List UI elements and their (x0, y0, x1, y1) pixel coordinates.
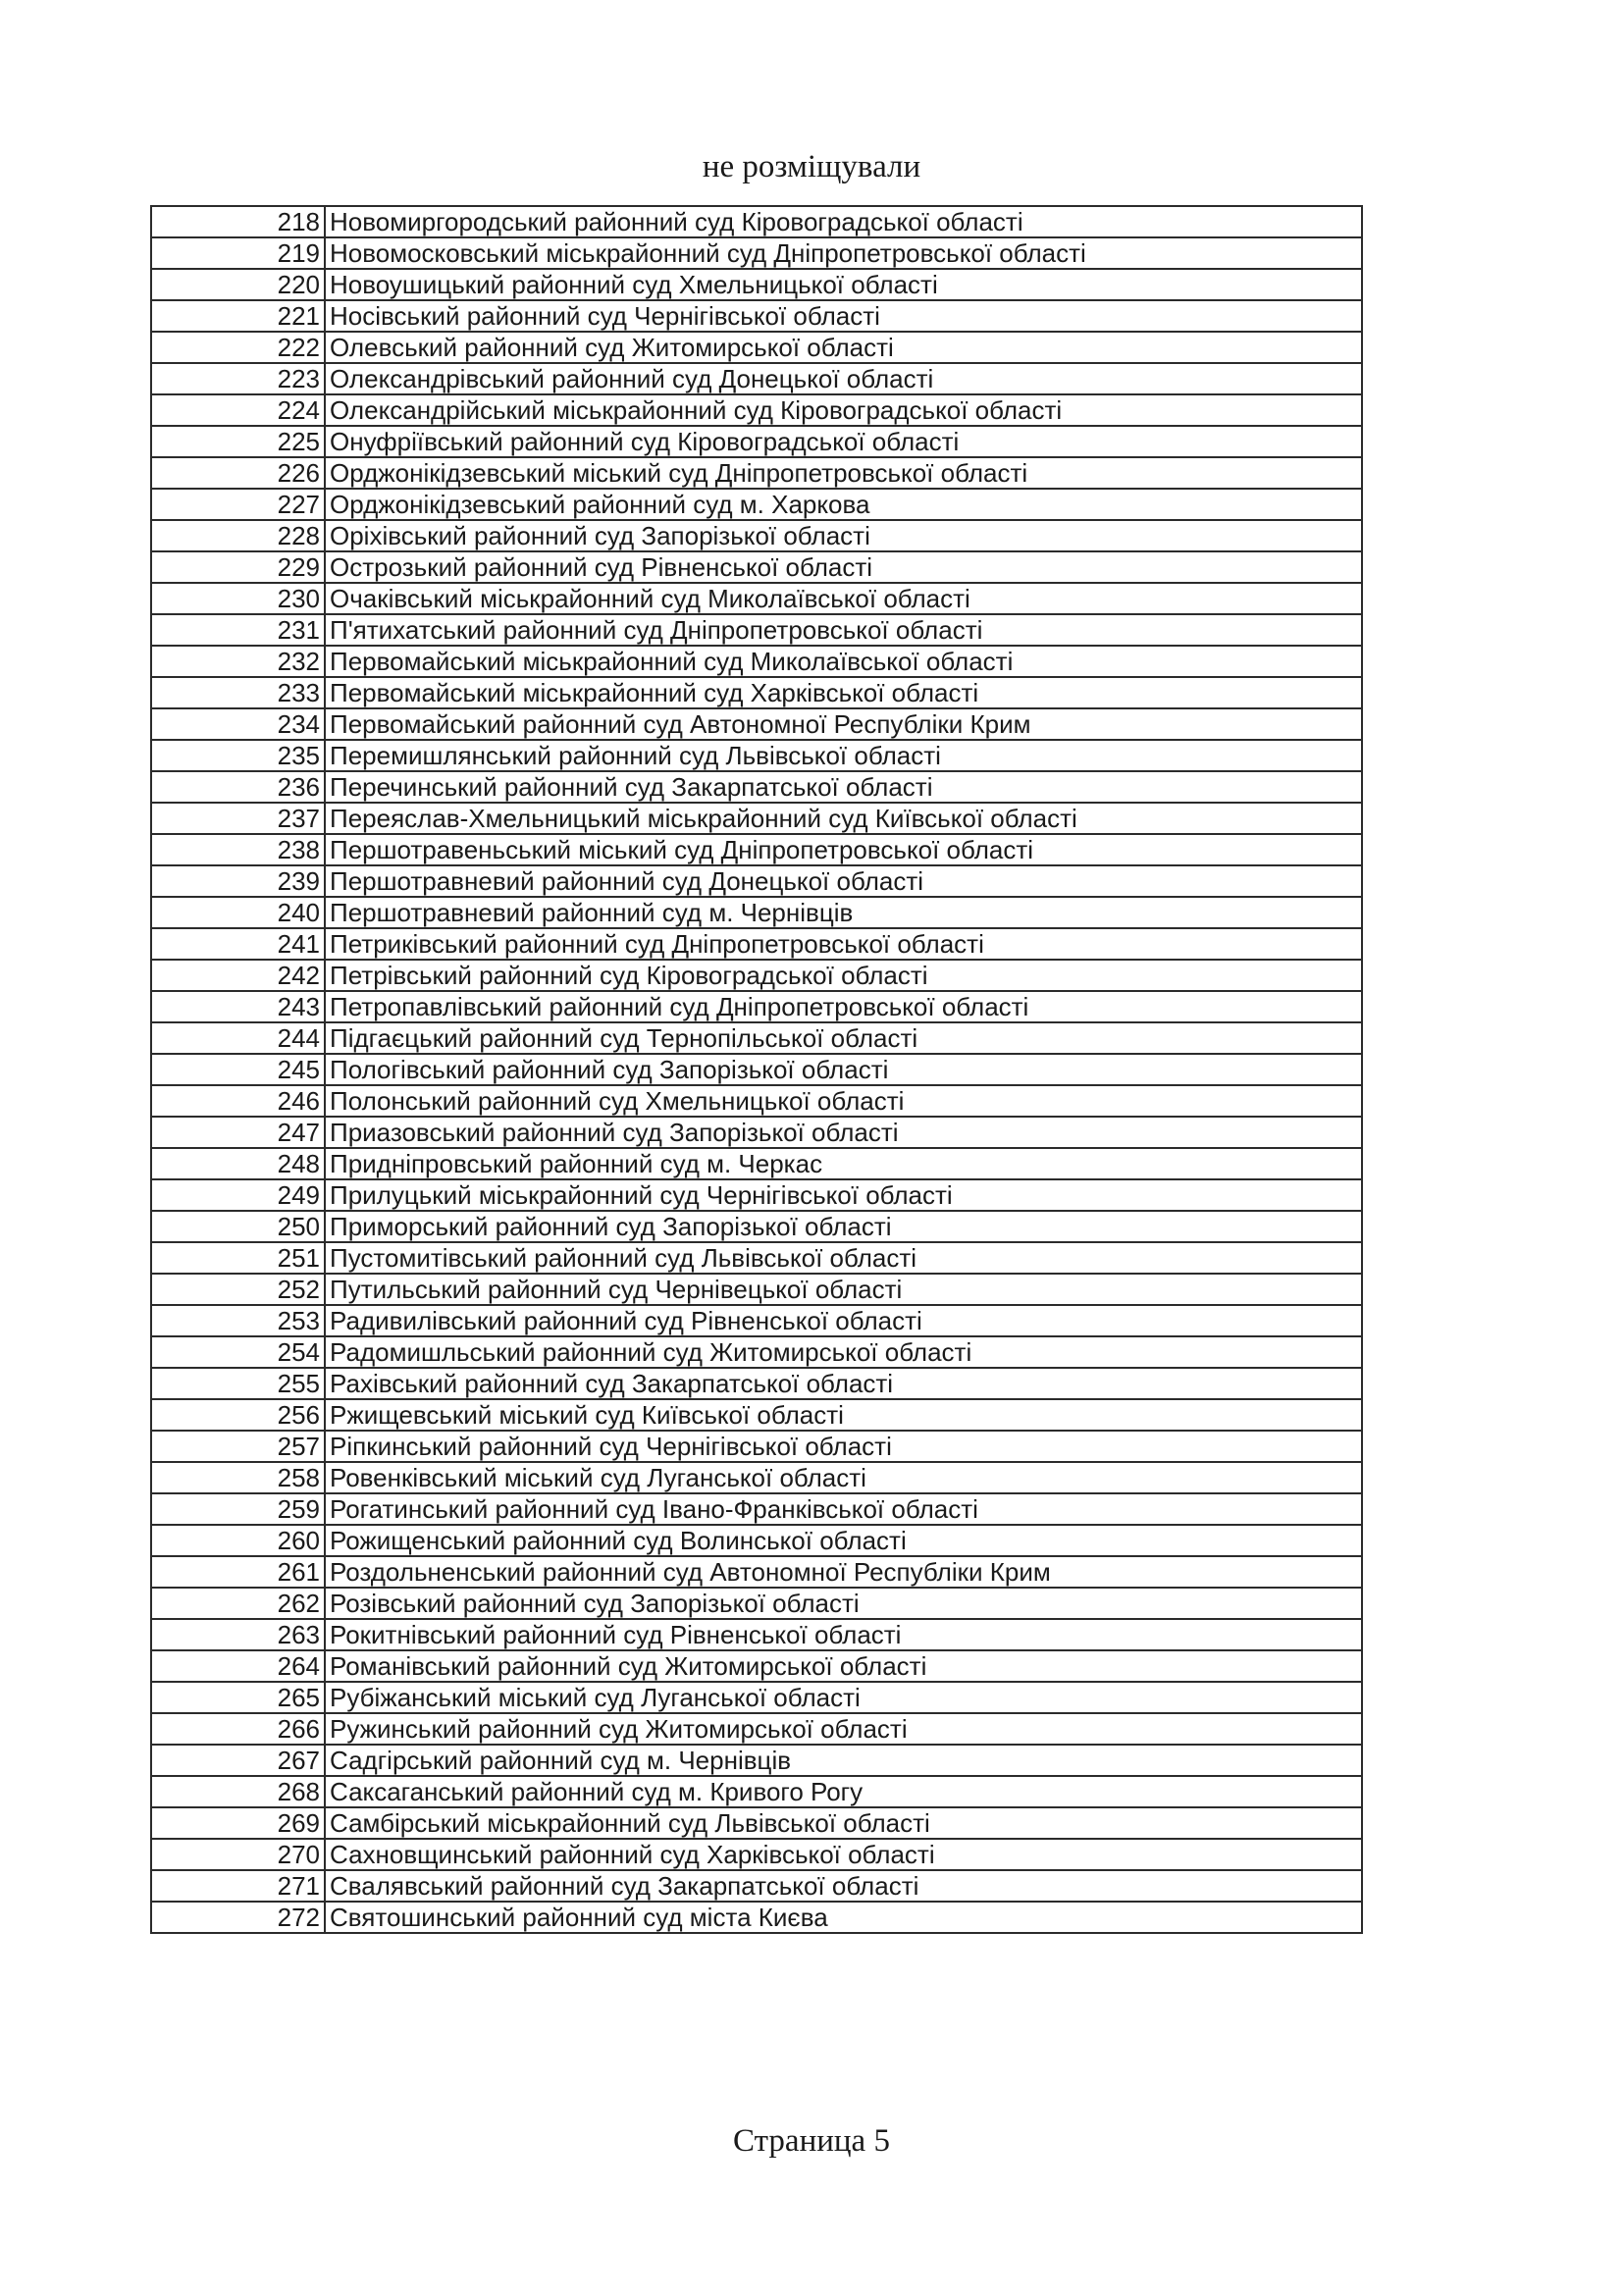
row-number-cell: 272 (151, 1902, 325, 1933)
row-number-cell: 229 (151, 551, 325, 583)
row-number-cell: 230 (151, 583, 325, 614)
court-name-cell: Першотравневий районний суд Донецької області (325, 865, 1362, 897)
court-name-cell: Роздольненський районний суд Автономної Республіки Крим (325, 1556, 1362, 1588)
court-name-cell: Пустомитівський районний суд Львівської області (325, 1242, 1362, 1274)
table-row (151, 520, 1362, 551)
table-row (151, 1305, 1362, 1336)
row-number-cell: 253 (151, 1305, 325, 1336)
court-name-cell: Першотравеньський міський суд Дніпропетровської області (325, 834, 1362, 865)
table-row (151, 614, 1362, 646)
table-row (151, 1588, 1362, 1619)
court-name-cell: Радомишльський районний суд Житомирської області (325, 1336, 1362, 1368)
table-row (151, 551, 1362, 583)
court-name-cell: Новомосковський міськрайонний суд Дніпропетровської області (325, 237, 1362, 269)
table-row (151, 1022, 1362, 1054)
table-row (151, 300, 1362, 332)
table-row (151, 206, 1362, 237)
row-number-cell: 218 (151, 206, 325, 237)
court-name-cell: Розівський районний суд Запорізької області (325, 1588, 1362, 1619)
table-row (151, 1242, 1362, 1274)
court-name-cell: Петриківський районний суд Дніпропетровської області (325, 928, 1362, 960)
court-name-cell: Олевський районний суд Житомирської області (325, 332, 1362, 363)
row-number-cell: 255 (151, 1368, 325, 1399)
row-number-cell: 258 (151, 1462, 325, 1493)
row-number-cell: 249 (151, 1179, 325, 1211)
row-number-cell: 270 (151, 1839, 325, 1870)
table-row (151, 1462, 1362, 1493)
court-name-cell: Рубіжанський міський суд Луганської області (325, 1682, 1362, 1713)
row-number-cell: 268 (151, 1776, 325, 1807)
row-number-cell: 238 (151, 834, 325, 865)
row-number-cell: 228 (151, 520, 325, 551)
row-number-cell: 246 (151, 1085, 325, 1117)
court-name-cell: Підгаєцький районний суд Тернопільської області (325, 1022, 1362, 1054)
table-row (151, 803, 1362, 834)
table-row (151, 1085, 1362, 1117)
row-number-cell: 235 (151, 740, 325, 771)
row-number-cell: 224 (151, 394, 325, 426)
court-name-cell: Ружинський районний суд Житомирської області (325, 1713, 1362, 1745)
row-number-cell: 226 (151, 457, 325, 489)
row-number-cell: 252 (151, 1274, 325, 1305)
table-row (151, 1148, 1362, 1179)
court-name-cell: Першотравневий районний суд м. Чернівців (325, 897, 1362, 928)
court-name-cell: Первомайський міськрайонний суд Миколаївської області (325, 646, 1362, 677)
court-name-cell: Новоушицький районний суд Хмельницької області (325, 269, 1362, 300)
court-name-cell: Переяслав-Хмельницький міськрайонний суд Київської області (325, 803, 1362, 834)
row-number-cell: 263 (151, 1619, 325, 1650)
court-name-cell: Острозький районний суд Рівненської області (325, 551, 1362, 583)
row-number-cell: 234 (151, 708, 325, 740)
table-row (151, 1368, 1362, 1399)
row-number-cell: 260 (151, 1525, 325, 1556)
court-name-cell: Приазовський районний суд Запорізької області (325, 1117, 1362, 1148)
row-number-cell: 248 (151, 1148, 325, 1179)
row-number-cell: 262 (151, 1588, 325, 1619)
row-number-cell: 225 (151, 426, 325, 457)
court-name-cell: Первомайський районний суд Автономної Республіки Крим (325, 708, 1362, 740)
row-number-cell: 237 (151, 803, 325, 834)
table-row (151, 1117, 1362, 1148)
row-number-cell: 269 (151, 1807, 325, 1839)
table-row (151, 865, 1362, 897)
court-name-cell: П'ятихатський районний суд Дніпропетровської області (325, 614, 1362, 646)
court-name-cell: Перечинський районний суд Закарпатської області (325, 771, 1362, 803)
courts-table-body (151, 206, 1362, 1933)
row-number-cell: 265 (151, 1682, 325, 1713)
court-name-cell: Приморський районний суд Запорізької області (325, 1211, 1362, 1242)
row-number-cell: 240 (151, 897, 325, 928)
court-name-cell: Садгірський районний суд м. Чернівців (325, 1745, 1362, 1776)
row-number-cell: 231 (151, 614, 325, 646)
table-row (151, 363, 1362, 394)
row-number-cell: 259 (151, 1493, 325, 1525)
court-name-cell: Свалявський районний суд Закарпатської області (325, 1870, 1362, 1902)
court-name-cell: Первомайський міськрайонний суд Харківської області (325, 677, 1362, 708)
row-number-cell: 219 (151, 237, 325, 269)
court-name-cell: Придніпровський районний суд м. Черкас (325, 1148, 1362, 1179)
court-name-cell: Романівський районний суд Житомирської області (325, 1650, 1362, 1682)
row-number-cell: 221 (151, 300, 325, 332)
court-name-cell: Рахівський районний суд Закарпатської області (325, 1368, 1362, 1399)
table-row (151, 1556, 1362, 1588)
row-number-cell: 251 (151, 1242, 325, 1274)
table-row (151, 1650, 1362, 1682)
table-row (151, 394, 1362, 426)
table-row (151, 1211, 1362, 1242)
court-name-cell: Олександрівський районний суд Донецької області (325, 363, 1362, 394)
row-number-cell: 222 (151, 332, 325, 363)
table-row (151, 1839, 1362, 1870)
court-name-cell: Петрівський районний суд Кіровоградської області (325, 960, 1362, 991)
row-number-cell: 242 (151, 960, 325, 991)
row-number-cell: 271 (151, 1870, 325, 1902)
court-name-cell: Рогатинський районний суд Івано-Франківської області (325, 1493, 1362, 1525)
table-row (151, 897, 1362, 928)
table-row (151, 834, 1362, 865)
table-row (151, 1619, 1362, 1650)
table-row (151, 1399, 1362, 1431)
row-number-cell: 244 (151, 1022, 325, 1054)
court-name-cell: Самбірський міськрайонний суд Львівської області (325, 1807, 1362, 1839)
table-row (151, 426, 1362, 457)
court-name-cell: Саксаганський районний суд м. Кривого Рогу (325, 1776, 1362, 1807)
table-row (151, 1179, 1362, 1211)
table-row (151, 1776, 1362, 1807)
row-number-cell: 266 (151, 1713, 325, 1745)
court-name-cell: Рожищенський районний суд Волинської області (325, 1525, 1362, 1556)
table-row (151, 1336, 1362, 1368)
table-row (151, 708, 1362, 740)
row-number-cell: 257 (151, 1431, 325, 1462)
table-row (151, 771, 1362, 803)
table-row (151, 1682, 1362, 1713)
court-name-cell: Ровенківський міський суд Луганської області (325, 1462, 1362, 1493)
row-number-cell: 245 (151, 1054, 325, 1085)
table-row (151, 928, 1362, 960)
row-number-cell: 256 (151, 1399, 325, 1431)
court-name-cell: Носівський районний суд Чернігівської області (325, 300, 1362, 332)
table-row (151, 1713, 1362, 1745)
row-number-cell: 264 (151, 1650, 325, 1682)
court-name-cell: Новомиргородський районний суд Кіровоградської області (325, 206, 1362, 237)
table-row (151, 457, 1362, 489)
page-heading: не розміщували (702, 149, 921, 184)
table-row (151, 646, 1362, 677)
row-number-cell: 220 (151, 269, 325, 300)
court-name-cell: Святошинський районний суд міста Києва (325, 1902, 1362, 1933)
row-number-cell: 243 (151, 991, 325, 1022)
row-number-cell: 261 (151, 1556, 325, 1588)
row-number-cell: 241 (151, 928, 325, 960)
court-name-cell: Олександрійський міськрайонний суд Кіровоградської області (325, 394, 1362, 426)
table-row (151, 1493, 1362, 1525)
table-row (151, 960, 1362, 991)
court-name-cell: Пологівський районний суд Запорізької області (325, 1054, 1362, 1085)
table-row (151, 269, 1362, 300)
table-row (151, 991, 1362, 1022)
table-row (151, 1902, 1362, 1933)
court-name-cell: Полонський районний суд Хмельницької області (325, 1085, 1362, 1117)
court-name-cell: Онуфріївський районний суд Кіровоградської області (325, 426, 1362, 457)
row-number-cell: 233 (151, 677, 325, 708)
court-name-cell: Прилуцький міськрайонний суд Чернігівської області (325, 1179, 1362, 1211)
court-name-cell: Ржищевський міський суд Київської області (325, 1399, 1362, 1431)
court-name-cell: Ріпкинський районний суд Чернігівської області (325, 1431, 1362, 1462)
row-number-cell: 223 (151, 363, 325, 394)
court-name-cell: Петропавлівський районний суд Дніпропетровської області (325, 991, 1362, 1022)
court-name-cell: Сахновщинський районний суд Харківської області (325, 1839, 1362, 1870)
table-row (151, 1274, 1362, 1305)
table-row (151, 1431, 1362, 1462)
court-name-cell: Орджонікідзевський міський суд Дніпропетровської області (325, 457, 1362, 489)
table-row (151, 1745, 1362, 1776)
table-row (151, 1525, 1362, 1556)
row-number-cell: 267 (151, 1745, 325, 1776)
court-name-cell: Рокитнівський районний суд Рівненської області (325, 1619, 1362, 1650)
row-number-cell: 254 (151, 1336, 325, 1368)
court-name-cell: Оріхівський районний суд Запорізької області (325, 520, 1362, 551)
court-name-cell: Очаківський міськрайонний суд Миколаївської області (325, 583, 1362, 614)
court-name-cell: Перемишлянський районний суд Львівської області (325, 740, 1362, 771)
court-name-cell: Путильський районний суд Чернівецької області (325, 1274, 1362, 1305)
table-row (151, 1054, 1362, 1085)
table-row (151, 332, 1362, 363)
table-row (151, 237, 1362, 269)
row-number-cell: 250 (151, 1211, 325, 1242)
table-row (151, 1807, 1362, 1839)
court-name-cell: Радивилівський районний суд Рівненської області (325, 1305, 1362, 1336)
table-row (151, 677, 1362, 708)
courts-table (150, 205, 1363, 1934)
row-number-cell: 232 (151, 646, 325, 677)
table-row (151, 489, 1362, 520)
court-name-cell: Орджонікідзевський районний суд м. Харкова (325, 489, 1362, 520)
table-row (151, 740, 1362, 771)
table-row (151, 583, 1362, 614)
row-number-cell: 247 (151, 1117, 325, 1148)
row-number-cell: 227 (151, 489, 325, 520)
page-number-footer: Страница 5 (733, 2123, 890, 2159)
row-number-cell: 239 (151, 865, 325, 897)
table-row (151, 1870, 1362, 1902)
row-number-cell: 236 (151, 771, 325, 803)
